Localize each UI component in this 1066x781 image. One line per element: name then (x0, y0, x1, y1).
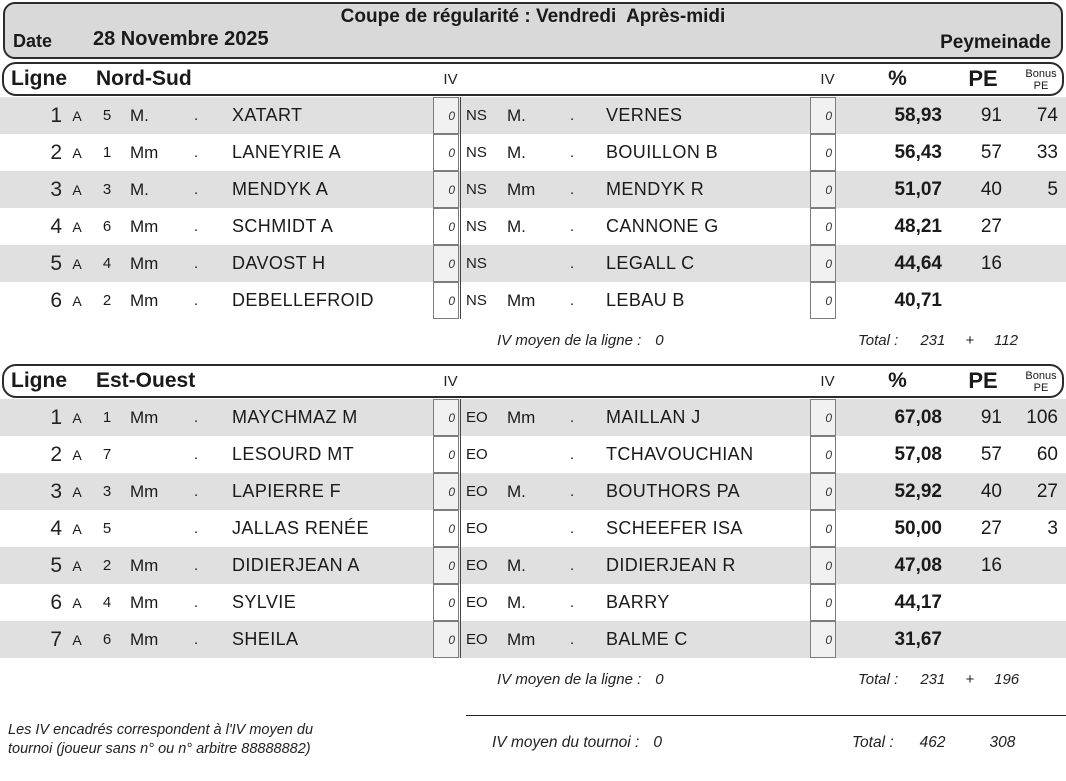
line-total-label: Total : (858, 332, 899, 349)
player2-iv-cell (810, 245, 837, 282)
player2-iv-cell (810, 584, 837, 621)
player1-title-cell: Mm (130, 592, 159, 612)
player1-iv-box: 0 (433, 171, 459, 208)
line-iv-average-value: 0 (655, 332, 664, 349)
category-cell: A (72, 483, 82, 500)
player1-name-cell: LANEYRIE A (232, 142, 342, 162)
pair-number-cell: 4 (102, 594, 112, 611)
date-label: Date (13, 31, 53, 51)
player2-iv-box: 0 (810, 436, 836, 473)
player2-iv-box: 0 (810, 97, 836, 134)
player1-name-cell: SHEILA (232, 629, 299, 649)
player1-iv-box: 0 (433, 282, 459, 319)
pair-number-cell: 7 (102, 446, 112, 463)
player2-dot-cell: . (570, 409, 575, 426)
pe-cell: 91 (980, 104, 1002, 126)
line-total-pe: 231 (920, 332, 946, 349)
pe-cell: 16 (980, 554, 1002, 576)
rows (0, 97, 1066, 319)
section-header-bar (2, 364, 1064, 398)
category-cell: A (72, 446, 82, 463)
iv-column-header-1: IV (443, 70, 458, 88)
pe-cell: 16 (980, 252, 1002, 274)
direction-cell: NS (460, 171, 505, 208)
pair-number-cell: 6 (102, 218, 112, 235)
player2-iv-cell (810, 97, 837, 134)
pair-number-cell: 2 (102, 557, 112, 574)
player1-iv-cell (433, 621, 460, 658)
player2-iv-box: 0 (810, 473, 836, 510)
result-row (0, 208, 1066, 245)
player1-iv-cell (433, 208, 460, 245)
club-location: Peymeinade (940, 32, 1051, 53)
bonus-pe-column-header (1012, 369, 1066, 394)
player2-dot-cell: . (570, 255, 575, 272)
pair-number-cell: 5 (102, 107, 112, 124)
line-iv-average (497, 671, 664, 688)
bonus-cell (1008, 621, 1066, 658)
category-cell: A (72, 255, 82, 272)
player1-iv-cell (433, 97, 460, 134)
iv-column-header-2: IV (820, 70, 835, 88)
pe-cell: 57 (980, 141, 1002, 163)
player1-iv-box: 0 (433, 547, 459, 584)
report-title: Coupe de régularité : Vendredi Après-midi (340, 6, 726, 27)
player1-title-cell: M. (130, 105, 149, 125)
player2-iv-box: 0 (810, 245, 836, 282)
player1-name-cell: SYLVIE (232, 592, 297, 612)
rank-cell: 2 (50, 140, 62, 164)
player1-dot-cell: . (194, 107, 199, 124)
pe-cell: 27 (980, 215, 1002, 237)
line-section (0, 364, 1066, 700)
player1-dot-cell: . (194, 181, 199, 198)
player2-iv-cell (810, 399, 837, 436)
player1-dot-cell: . (194, 218, 199, 235)
tournament-iv-average (492, 734, 662, 752)
player1-name-cell: MAYCHMAZ M (232, 407, 358, 427)
player2-dot-cell: . (570, 292, 575, 309)
tournament-total-divider (466, 715, 1066, 716)
player1-iv-cell (433, 171, 460, 208)
player2-iv-cell (810, 510, 837, 547)
player2-title-cell: Mm (507, 629, 536, 649)
player2-title-cell (505, 436, 562, 473)
player2-name-cell: VERNES (606, 105, 683, 125)
category-cell: A (72, 631, 82, 648)
player1-iv-box: 0 (433, 621, 459, 658)
player2-title-cell: M. (507, 142, 526, 162)
player2-dot-cell: . (570, 557, 575, 574)
rank-cell: 3 (50, 479, 62, 503)
pe-cell: 57 (980, 443, 1002, 465)
player2-name-cell: BOUTHORS PA (606, 481, 741, 501)
player1-title-cell: Mm (130, 629, 159, 649)
bonus-pe-column-header (1012, 67, 1066, 92)
percent-cell: 40,71 (894, 289, 942, 311)
category-cell: A (72, 594, 82, 611)
player1-title-cell: M. (130, 179, 149, 199)
pair-number-cell: 3 (102, 483, 112, 500)
bonus-cell (1008, 245, 1066, 282)
player1-iv-cell (433, 473, 460, 510)
player1-dot-cell: . (194, 144, 199, 161)
player1-title-cell: Mm (130, 407, 159, 427)
result-row (0, 547, 1066, 584)
player2-name-cell: BALME C (606, 629, 688, 649)
rank-cell: 6 (50, 288, 62, 312)
player1-iv-cell (433, 134, 460, 171)
line-iv-average-label: IV moyen de la ligne : (497, 332, 642, 349)
player2-dot-cell: . (570, 594, 575, 611)
category-cell: A (72, 218, 82, 235)
result-row (0, 584, 1066, 621)
rank-cell: 4 (50, 214, 62, 238)
player1-dot-cell: . (194, 255, 199, 272)
bonus-cell (1008, 547, 1066, 584)
result-row (0, 510, 1066, 547)
player2-dot-cell: . (570, 631, 575, 648)
percent-cell: 44,17 (894, 591, 942, 613)
player1-name-cell: XATART (232, 105, 303, 125)
rank-cell: 6 (50, 590, 62, 614)
pe-column-header: PE (968, 66, 998, 91)
player1-iv-cell (433, 436, 460, 473)
line-total-plus: + (965, 671, 975, 688)
direction-cell: NS (460, 245, 505, 282)
player2-title-cell: M. (507, 592, 526, 612)
player1-dot-cell: . (194, 483, 199, 500)
pair-number-cell: 3 (102, 181, 112, 198)
player1-dot-cell: . (194, 446, 199, 463)
direction-cell: EO (460, 473, 505, 510)
player1-title-cell: Mm (130, 142, 159, 162)
player2-name-cell: SCHEEFER ISA (606, 518, 743, 538)
player1-iv-box: 0 (433, 510, 459, 547)
result-row (0, 399, 1066, 436)
bonus-cell: 27 (1036, 480, 1058, 502)
player2-iv-cell (810, 436, 837, 473)
player2-name-cell: DIDIERJEAN R (606, 555, 736, 575)
category-cell: A (72, 181, 82, 198)
rank-cell: 1 (50, 103, 62, 127)
tournament-total (852, 734, 1015, 752)
percent-cell: 67,08 (894, 406, 942, 428)
result-row (0, 134, 1066, 171)
pe-cell: 27 (980, 517, 1002, 539)
bonus-pe-header-line1: Bonus (1025, 369, 1057, 382)
percent-cell: 44,64 (894, 252, 942, 274)
player1-iv-cell (433, 547, 460, 584)
percent-cell: 52,92 (894, 480, 942, 502)
player2-iv-cell (810, 208, 837, 245)
player1-iv-cell (433, 245, 460, 282)
line-total-pe: 231 (920, 671, 946, 688)
player2-iv-cell (810, 473, 837, 510)
tournament-total-left: 462 (919, 734, 946, 751)
player1-name-cell: MENDYK A (232, 179, 329, 199)
player1-iv-cell (433, 584, 460, 621)
bonus-pe-header-line2: PE (1033, 381, 1049, 394)
player2-iv-box: 0 (810, 510, 836, 547)
rows (0, 399, 1066, 658)
player2-name-cell: MAILLAN J (606, 407, 701, 427)
rank-cell: 4 (50, 516, 62, 540)
percent-cell: 47,08 (894, 554, 942, 576)
bonus-cell: 5 (1047, 178, 1058, 200)
player2-title-cell: Mm (507, 179, 536, 199)
line-section (0, 62, 1066, 361)
report-header (3, 2, 1063, 59)
player2-dot-cell: . (570, 107, 575, 124)
section-footer (0, 658, 1066, 700)
player2-title-cell: M. (507, 105, 526, 125)
result-row (0, 97, 1066, 134)
player2-iv-cell (810, 547, 837, 584)
bonus-cell: 3 (1047, 517, 1058, 539)
line-iv-average-value: 0 (655, 671, 664, 688)
line-total (858, 332, 1018, 349)
category-cell: A (72, 520, 82, 537)
line-total-bonus: 196 (994, 671, 1020, 688)
pair-number-cell: 6 (102, 631, 112, 648)
player1-title-cell: Mm (130, 253, 159, 273)
player2-iv-cell (810, 134, 837, 171)
iv-note-line1: Les IV encadrés correspondent à l'IV moyen du (8, 722, 314, 738)
percent-cell: 51,07 (894, 178, 942, 200)
player2-dot-cell: . (570, 446, 575, 463)
result-row (0, 436, 1066, 473)
line-iv-average-label: IV moyen de la ligne : (497, 671, 642, 688)
line-total (858, 671, 1019, 688)
player1-iv-box: 0 (433, 97, 459, 134)
bonus-cell (1008, 584, 1066, 621)
category-cell: A (72, 107, 82, 124)
iv-note-line2: tournoi (joueur sans n° ou n° arbitre 88888882) (8, 741, 311, 757)
bonus-cell (1008, 282, 1066, 319)
player1-iv-box: 0 (433, 436, 459, 473)
rank-cell: 7 (50, 627, 62, 651)
player2-title-cell (505, 510, 562, 547)
sections (0, 61, 1066, 700)
iv-column-header-2: IV (820, 372, 835, 390)
percent-cell: 56,43 (894, 141, 942, 163)
section-header-bar (2, 62, 1064, 96)
player2-name-cell: LEBAU B (606, 290, 685, 310)
player1-name-cell: JALLAS RENÉE (232, 518, 369, 538)
player1-title-cell: Mm (130, 555, 159, 575)
pair-number-cell: 1 (102, 144, 112, 161)
rank-cell: 2 (50, 442, 62, 466)
player2-title-cell: M. (507, 216, 526, 236)
rank-cell: 1 (50, 405, 62, 429)
player2-name-cell: CANNONE G (606, 216, 719, 236)
player2-title-cell: Mm (507, 290, 536, 310)
player2-title-cell: M. (507, 481, 526, 501)
result-row (0, 171, 1066, 208)
category-cell: A (72, 557, 82, 574)
player2-dot-cell: . (570, 483, 575, 500)
date-value: 28 Novembre 2025 (93, 28, 269, 50)
direction-cell: EO (460, 436, 505, 473)
player1-iv-box: 0 (433, 399, 459, 436)
direction-cell: NS (460, 97, 505, 134)
player2-iv-box: 0 (810, 547, 836, 584)
player1-title-cell: Mm (130, 481, 159, 501)
player1-dot-cell: . (194, 557, 199, 574)
player2-name-cell: BOUILLON B (606, 142, 719, 162)
bonus-cell: 60 (1036, 443, 1058, 465)
player2-iv-box: 0 (810, 584, 836, 621)
percent-cell: 31,67 (894, 628, 942, 650)
result-row (0, 245, 1066, 282)
percent-column-header: % (888, 67, 907, 90)
player1-title-cell: Mm (130, 290, 159, 310)
direction-cell: EO (460, 584, 505, 621)
section-footer (0, 319, 1066, 361)
player1-title-cell (122, 436, 182, 473)
iv-note (8, 721, 313, 759)
player2-iv-box: 0 (810, 208, 836, 245)
player2-name-cell: BARRY (606, 592, 670, 612)
tournament-total-label: Total : (852, 734, 894, 751)
player1-dot-cell: . (194, 520, 199, 537)
result-row (0, 473, 1066, 510)
player1-iv-cell (433, 282, 460, 319)
category-cell: A (72, 292, 82, 309)
player2-dot-cell: . (570, 218, 575, 235)
player1-dot-cell: . (194, 292, 199, 309)
pe-cell (950, 584, 1008, 621)
line-name: Est-Ouest (96, 369, 196, 392)
category-cell: A (72, 144, 82, 161)
pe-cell (950, 282, 1008, 319)
percent-cell: 58,93 (894, 104, 942, 126)
player1-name-cell: DAVOST H (232, 253, 326, 273)
ligne-label: Ligne (11, 67, 67, 90)
line-total-label: Total : (858, 671, 899, 688)
player1-iv-box: 0 (433, 134, 459, 171)
player1-iv-cell (433, 510, 460, 547)
pair-number-cell: 4 (102, 255, 112, 272)
player2-name-cell: LEGALL C (606, 253, 695, 273)
pair-number-cell: 5 (102, 520, 112, 537)
player2-title-cell (505, 245, 562, 282)
pair-number-cell: 2 (102, 292, 112, 309)
pair-number-cell: 1 (102, 409, 112, 426)
player2-title-cell: Mm (507, 407, 536, 427)
category-cell: A (72, 409, 82, 426)
bonus-pe-header-line2: PE (1033, 79, 1049, 92)
pe-column-header: PE (968, 368, 998, 393)
player2-dot-cell: . (570, 181, 575, 198)
pe-cell: 40 (980, 178, 1002, 200)
bonus-cell (1008, 208, 1066, 245)
player2-iv-box: 0 (810, 171, 836, 208)
player1-iv-cell (433, 399, 460, 436)
pe-cell (950, 621, 1008, 658)
player1-iv-box: 0 (433, 208, 459, 245)
player1-dot-cell: . (194, 409, 199, 426)
player2-iv-cell (810, 282, 837, 319)
player1-title-cell: Mm (130, 216, 159, 236)
direction-cell: NS (460, 134, 505, 171)
direction-cell: NS (460, 282, 505, 319)
line-total-bonus: 112 (994, 332, 1019, 349)
iv-column-header-1: IV (443, 372, 458, 390)
tournament-iv-value: 0 (653, 734, 662, 751)
bonus-cell: 106 (1026, 406, 1058, 428)
percent-column-header: % (888, 369, 907, 392)
player2-iv-box: 0 (810, 399, 836, 436)
direction-cell: NS (460, 208, 505, 245)
result-row (0, 282, 1066, 319)
percent-cell: 50,00 (894, 517, 942, 539)
direction-cell: EO (460, 399, 505, 436)
player1-name-cell: LAPIERRE F (232, 481, 342, 501)
player1-iv-box: 0 (433, 473, 459, 510)
direction-cell: EO (460, 510, 505, 547)
player2-iv-box: 0 (810, 134, 836, 171)
player1-title-cell (122, 510, 182, 547)
player2-dot-cell: . (570, 520, 575, 537)
player2-iv-box: 0 (810, 282, 836, 319)
direction-cell: EO (460, 621, 505, 658)
tournament-iv-label: IV moyen du tournoi : (492, 734, 640, 751)
player1-name-cell: DEBELLEFROID (232, 290, 374, 310)
direction-cell: EO (460, 547, 505, 584)
player1-name-cell: SCHMIDT A (232, 216, 334, 236)
player2-title-cell: M. (507, 555, 526, 575)
player1-dot-cell: . (194, 594, 199, 611)
bonus-cell: 33 (1036, 141, 1058, 163)
pe-cell: 91 (980, 406, 1002, 428)
player2-iv-box: 0 (810, 621, 836, 658)
player1-dot-cell: . (194, 631, 199, 648)
result-row (0, 621, 1066, 658)
rank-cell: 5 (50, 251, 62, 275)
player2-iv-cell (810, 171, 837, 208)
rank-cell: 3 (50, 177, 62, 201)
line-total-plus: + (965, 332, 975, 349)
percent-cell: 57,08 (894, 443, 942, 465)
bonus-cell: 74 (1036, 104, 1058, 126)
player2-dot-cell: . (570, 144, 575, 161)
ligne-label: Ligne (11, 369, 67, 392)
player1-iv-box: 0 (433, 584, 459, 621)
player2-iv-cell (810, 621, 837, 658)
pe-cell: 40 (980, 480, 1002, 502)
percent-cell: 48,21 (894, 215, 942, 237)
line-iv-average (497, 332, 664, 349)
line-name: Nord-Sud (96, 67, 192, 90)
rank-cell: 5 (50, 553, 62, 577)
bonus-pe-header-line1: Bonus (1025, 67, 1057, 80)
player2-name-cell: TCHAVOUCHIAN (606, 444, 754, 464)
player2-name-cell: MENDYK R (606, 179, 705, 199)
player1-name-cell: LESOURD MT (232, 444, 355, 464)
tournament-total-right: 308 (989, 734, 1016, 751)
player1-iv-box: 0 (433, 245, 459, 282)
player1-name-cell: DIDIERJEAN A (232, 555, 360, 575)
